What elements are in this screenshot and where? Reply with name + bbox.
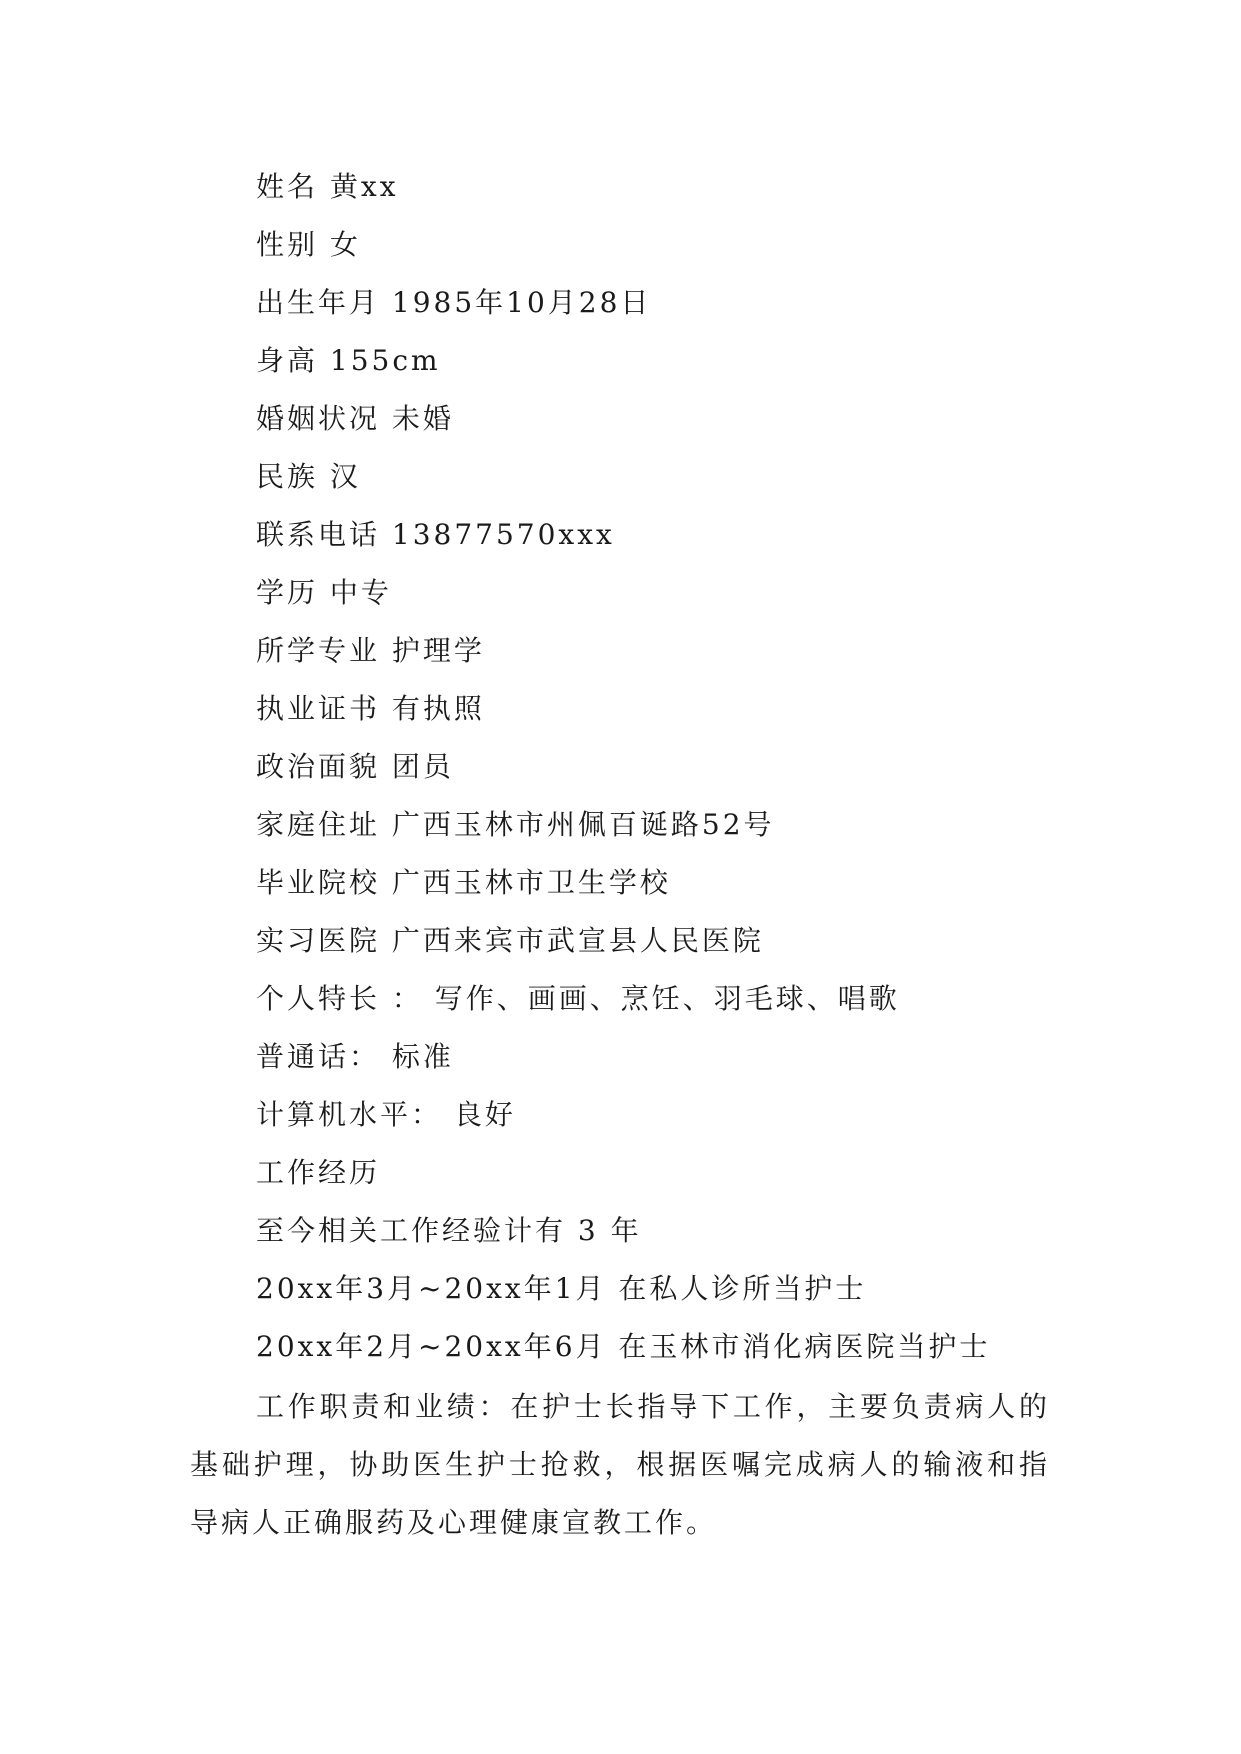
political-status-line: 政治面貌 团员 bbox=[256, 750, 454, 783]
internship-hospital-line: 实习医院 广西来宾市武宣县人民医院 bbox=[256, 924, 764, 957]
name-line: 姓名 黄xx bbox=[256, 170, 399, 203]
work-entry-1: 20xx年3月~20xx年1月 在私人诊所当护士 bbox=[256, 1272, 867, 1305]
experience-years-line: 至今相关工作经验计有 3 年 bbox=[256, 1214, 642, 1247]
phone-line: 联系电话 13877570xxx bbox=[256, 518, 615, 551]
education-line: 学历 中专 bbox=[256, 576, 392, 609]
skills-line: 个人特长 ： 写作、画画、烹饪、羽毛球、唱歌 bbox=[256, 982, 900, 1015]
height-line: 身高 155cm bbox=[256, 344, 441, 377]
home-address-line: 家庭住址 广西玉林市州佩百诞路52号 bbox=[256, 808, 775, 841]
school-line: 毕业院校 广西玉林市卫生学校 bbox=[256, 866, 671, 899]
duties-paragraph: 工作职责和业绩：在护士长指导下工作，主要负责病人的基础护理，协助医生护士抢救，根据医嘱完成病人的输液和指导病人正确服药及心理健康宣教工作。 bbox=[190, 1390, 1050, 1539]
resume-content bbox=[190, 158, 1060, 1552]
computer-skill-line: 计算机水平： 良好 bbox=[256, 1098, 516, 1131]
major-line: 所学专业 护理学 bbox=[256, 634, 485, 667]
mandarin-line: 普通话： 标准 bbox=[256, 1040, 454, 1073]
work-history-heading: 工作经历 bbox=[256, 1156, 381, 1189]
birth-date-line: 出生年月 1985年10月28日 bbox=[256, 286, 652, 319]
ethnicity-line: 民族 汉 bbox=[256, 460, 361, 493]
gender-line: 性别 女 bbox=[256, 228, 361, 261]
work-entry-2: 20xx年2月~20xx年6月 在玉林市消化病医院当护士 bbox=[256, 1330, 991, 1363]
license-line: 执业证书 有执照 bbox=[256, 692, 485, 725]
marital-status-line: 婚姻状况 未婚 bbox=[256, 402, 454, 435]
